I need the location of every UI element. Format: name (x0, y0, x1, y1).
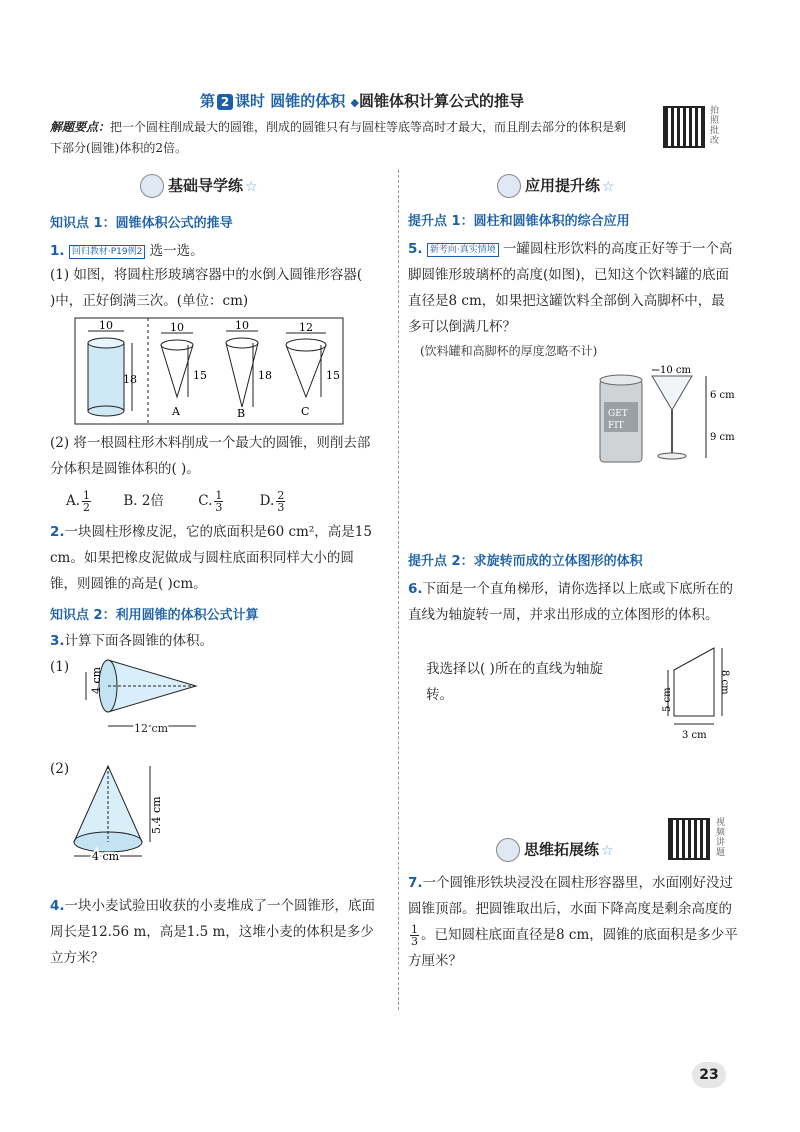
qr-label: 拍照批改 (710, 106, 720, 146)
cylinder-top (88, 338, 124, 348)
cone2-diameter: 4 cm (92, 850, 120, 863)
trapezoid (674, 648, 714, 716)
q6-number: 6. (408, 581, 423, 597)
cone-c-diameter: 12 (299, 321, 313, 334)
mascot-icon (496, 838, 520, 862)
column-divider (398, 170, 399, 1010)
option-b[interactable]: B. 2倍 (123, 493, 164, 509)
q5-note: (饮料罐和高脚杯的厚度忽略不计) (420, 344, 598, 358)
section-applied-label: 应用提升练 (525, 176, 601, 195)
cone-c-top (286, 339, 326, 351)
q4-text: 一块小麦试验田收获的小麦堆成了一个圆锥形，底面周长是12.56 m，高是1.5 m，这堆小麦的体积是多少立方米？ (50, 898, 376, 966)
section-extension-label: 思维拓展练 (524, 840, 600, 859)
q1-intro: 选一选。 (149, 243, 204, 259)
mascot-icon (140, 174, 164, 198)
q6-text: 下面是一个直角梯形，请你选择以上底或下底所在的直线为轴旋转一周，并求出形成的立体图形的体积。 (408, 581, 734, 623)
knowledge-point-2: 知识点 2：利用圆锥的体积公式计算 (50, 608, 259, 623)
q6-choice: 我选择以( )所在的直线为轴旋转。 (426, 661, 603, 703)
lesson-name: 课时 圆锥的体积 (235, 92, 346, 110)
cone-b-diameter: 10 (235, 319, 249, 332)
cone-c-label: C (301, 405, 310, 418)
qr2-label: 视频讲题 (716, 818, 726, 858)
cyl-height: 18 (123, 373, 137, 386)
q1-options (66, 488, 386, 514)
cone1-body (108, 660, 196, 712)
cone-b-height: 18 (258, 369, 272, 382)
option-d[interactable]: D. $\frac{2}{3}$ (259, 489, 285, 514)
q7-text-b: 。已知圆柱底面直径是8 cm，圆锥的底面积是多少平方厘米？ (408, 927, 738, 969)
cone1-diameter: 4 cm (90, 666, 103, 694)
q4-number: 4. (50, 898, 65, 914)
tips-text: 把一个圆柱削成最大的圆锥，削成的圆锥只有与圆柱等底等高时才最大，而且削去部分的体积是剩下部分(圆锥)体积的2倍。 (50, 120, 627, 155)
star-icon: ☆ (602, 178, 615, 195)
q3-part1-label: (1) (50, 659, 70, 675)
solving-tips (50, 117, 630, 159)
cone1-height: 12 cm (134, 722, 169, 735)
knowledge-point-1: 知识点 1：圆锥体积公式的推导 (50, 216, 233, 231)
q2-number: 2. (50, 524, 65, 540)
star-icon: ☆ (601, 842, 614, 859)
tips-label: 解题要点： (50, 120, 111, 134)
improve-point-2: 提升点 2：求旋转而成的立体图形的体积 (408, 554, 643, 569)
lesson-number: 2 (217, 94, 233, 110)
can-text-1: GET (608, 409, 628, 419)
trap-right-length: 8 cm (719, 670, 730, 695)
goblet-diameter: 10 cm (660, 365, 691, 376)
lesson-prefix: 第 (200, 92, 216, 110)
cone-c-body (286, 345, 326, 397)
can-top (600, 375, 642, 385)
cone-a-label: A (172, 405, 180, 418)
q1-number: 1. (50, 243, 65, 259)
q3-figure2 (66, 760, 186, 880)
section-basic-label: 基础导学练 (168, 176, 244, 195)
trap-bottom-length: 3 cm (682, 730, 707, 741)
q1-part1: (1) 如图，将圆柱形玻璃容器中的水倒入圆锥形容器( )中，正好倒满三次。(单位：cm) (50, 267, 363, 309)
q7-text-a: 一个圆锥形铁块浸没在圆柱形容器里，水面刚好没过圆锥顶部。把圆锥取出后，水面下降高度是剩余高度的 (408, 875, 734, 917)
q2-text: 一块圆柱形橡皮泥，它的底面积是60 cm²，高是15 cm。如果把橡皮泥做成与圆柱底面积同样大小的圆锥，则圆锥的高是( )cm。 (50, 524, 372, 592)
title-separator: ◆ (350, 96, 359, 109)
question-5 (408, 236, 738, 340)
star-icon: ☆ (245, 178, 258, 195)
option-c[interactable]: C. $\frac{1}{3}$ (198, 489, 223, 514)
question-6 (408, 576, 738, 628)
section-basic-title (140, 174, 258, 198)
cone-a-height: 15 (193, 369, 207, 382)
cone-c-height: 15 (326, 369, 340, 382)
cone2-height: 5.4 cm (150, 796, 163, 834)
cone-b-label: B (237, 407, 246, 420)
qr-code-icon[interactable] (668, 818, 710, 860)
lesson-subtitle: 圆锥体积计算公式的推导 (358, 92, 524, 110)
q3-number: 3. (50, 633, 65, 649)
q7-number: 7. (408, 875, 423, 891)
question-4 (50, 893, 380, 971)
can-text-2: FIT (608, 421, 624, 431)
goblet-bowl (652, 376, 692, 410)
q1-tag: 回归教材·P19例2 (69, 245, 145, 259)
option-a[interactable]: A. $\frac{1}{2}$ (66, 489, 91, 514)
trap-left-length: 5 cm (662, 687, 673, 712)
q3-text: 计算下面各圆锥的体积。 (64, 633, 214, 649)
question-7: 7.一个圆锥形铁块浸没在圆柱形容器里，水面刚好没过圆锥顶部。把圆锥取出后，水面下降高度是剩余高度的 $\frac{1}{3}$ 。已知圆柱底面直径是8 cm，圆锥的底面积是多少平方厘米？ (408, 875, 738, 969)
goblet-foot (658, 453, 686, 459)
lesson-title (200, 90, 524, 111)
question-2 (50, 519, 380, 597)
question-1 (50, 238, 380, 264)
q5-figure (590, 362, 750, 474)
page-number: 23 (692, 1062, 726, 1088)
q5-text: 一罐圆柱形饮料的高度正好等于一个高脚圆锥形玻璃杯的高度(如图)，已知这个饮料罐的底面直径是8 cm，如果把这罐饮料全部倒入高脚杯中，最多可以倒满几杯？ (408, 241, 733, 335)
mascot-icon (497, 174, 521, 198)
q6-figure (660, 640, 740, 744)
cyl-diameter: 10 (99, 319, 113, 332)
q1-figure (74, 317, 344, 425)
section-extension-title (496, 838, 614, 862)
cone-a-diameter: 10 (170, 321, 184, 334)
q3-part2-label: (2) (50, 761, 70, 777)
q5-tag: 新考向·真实情境 (427, 243, 499, 257)
goblet-bowl-height: 6 cm (710, 390, 735, 401)
goblet-stem-height: 9 cm (710, 432, 735, 443)
qr-code-icon[interactable] (663, 106, 705, 148)
q3-figure1 (68, 656, 208, 740)
cylinder-body (88, 343, 124, 411)
q5-number: 5. (408, 241, 423, 257)
question-3 (50, 628, 213, 654)
improve-point-1: 提升点 1：圆柱和圆锥体积的综合应用 (408, 214, 630, 229)
cylinder-bottom (88, 406, 124, 416)
q1-part2: (2) 将一根圆柱形木料削成一个最大的圆锥，则削去部分体积是圆锥体积的( )。 (50, 435, 371, 477)
section-applied-title (497, 174, 615, 198)
